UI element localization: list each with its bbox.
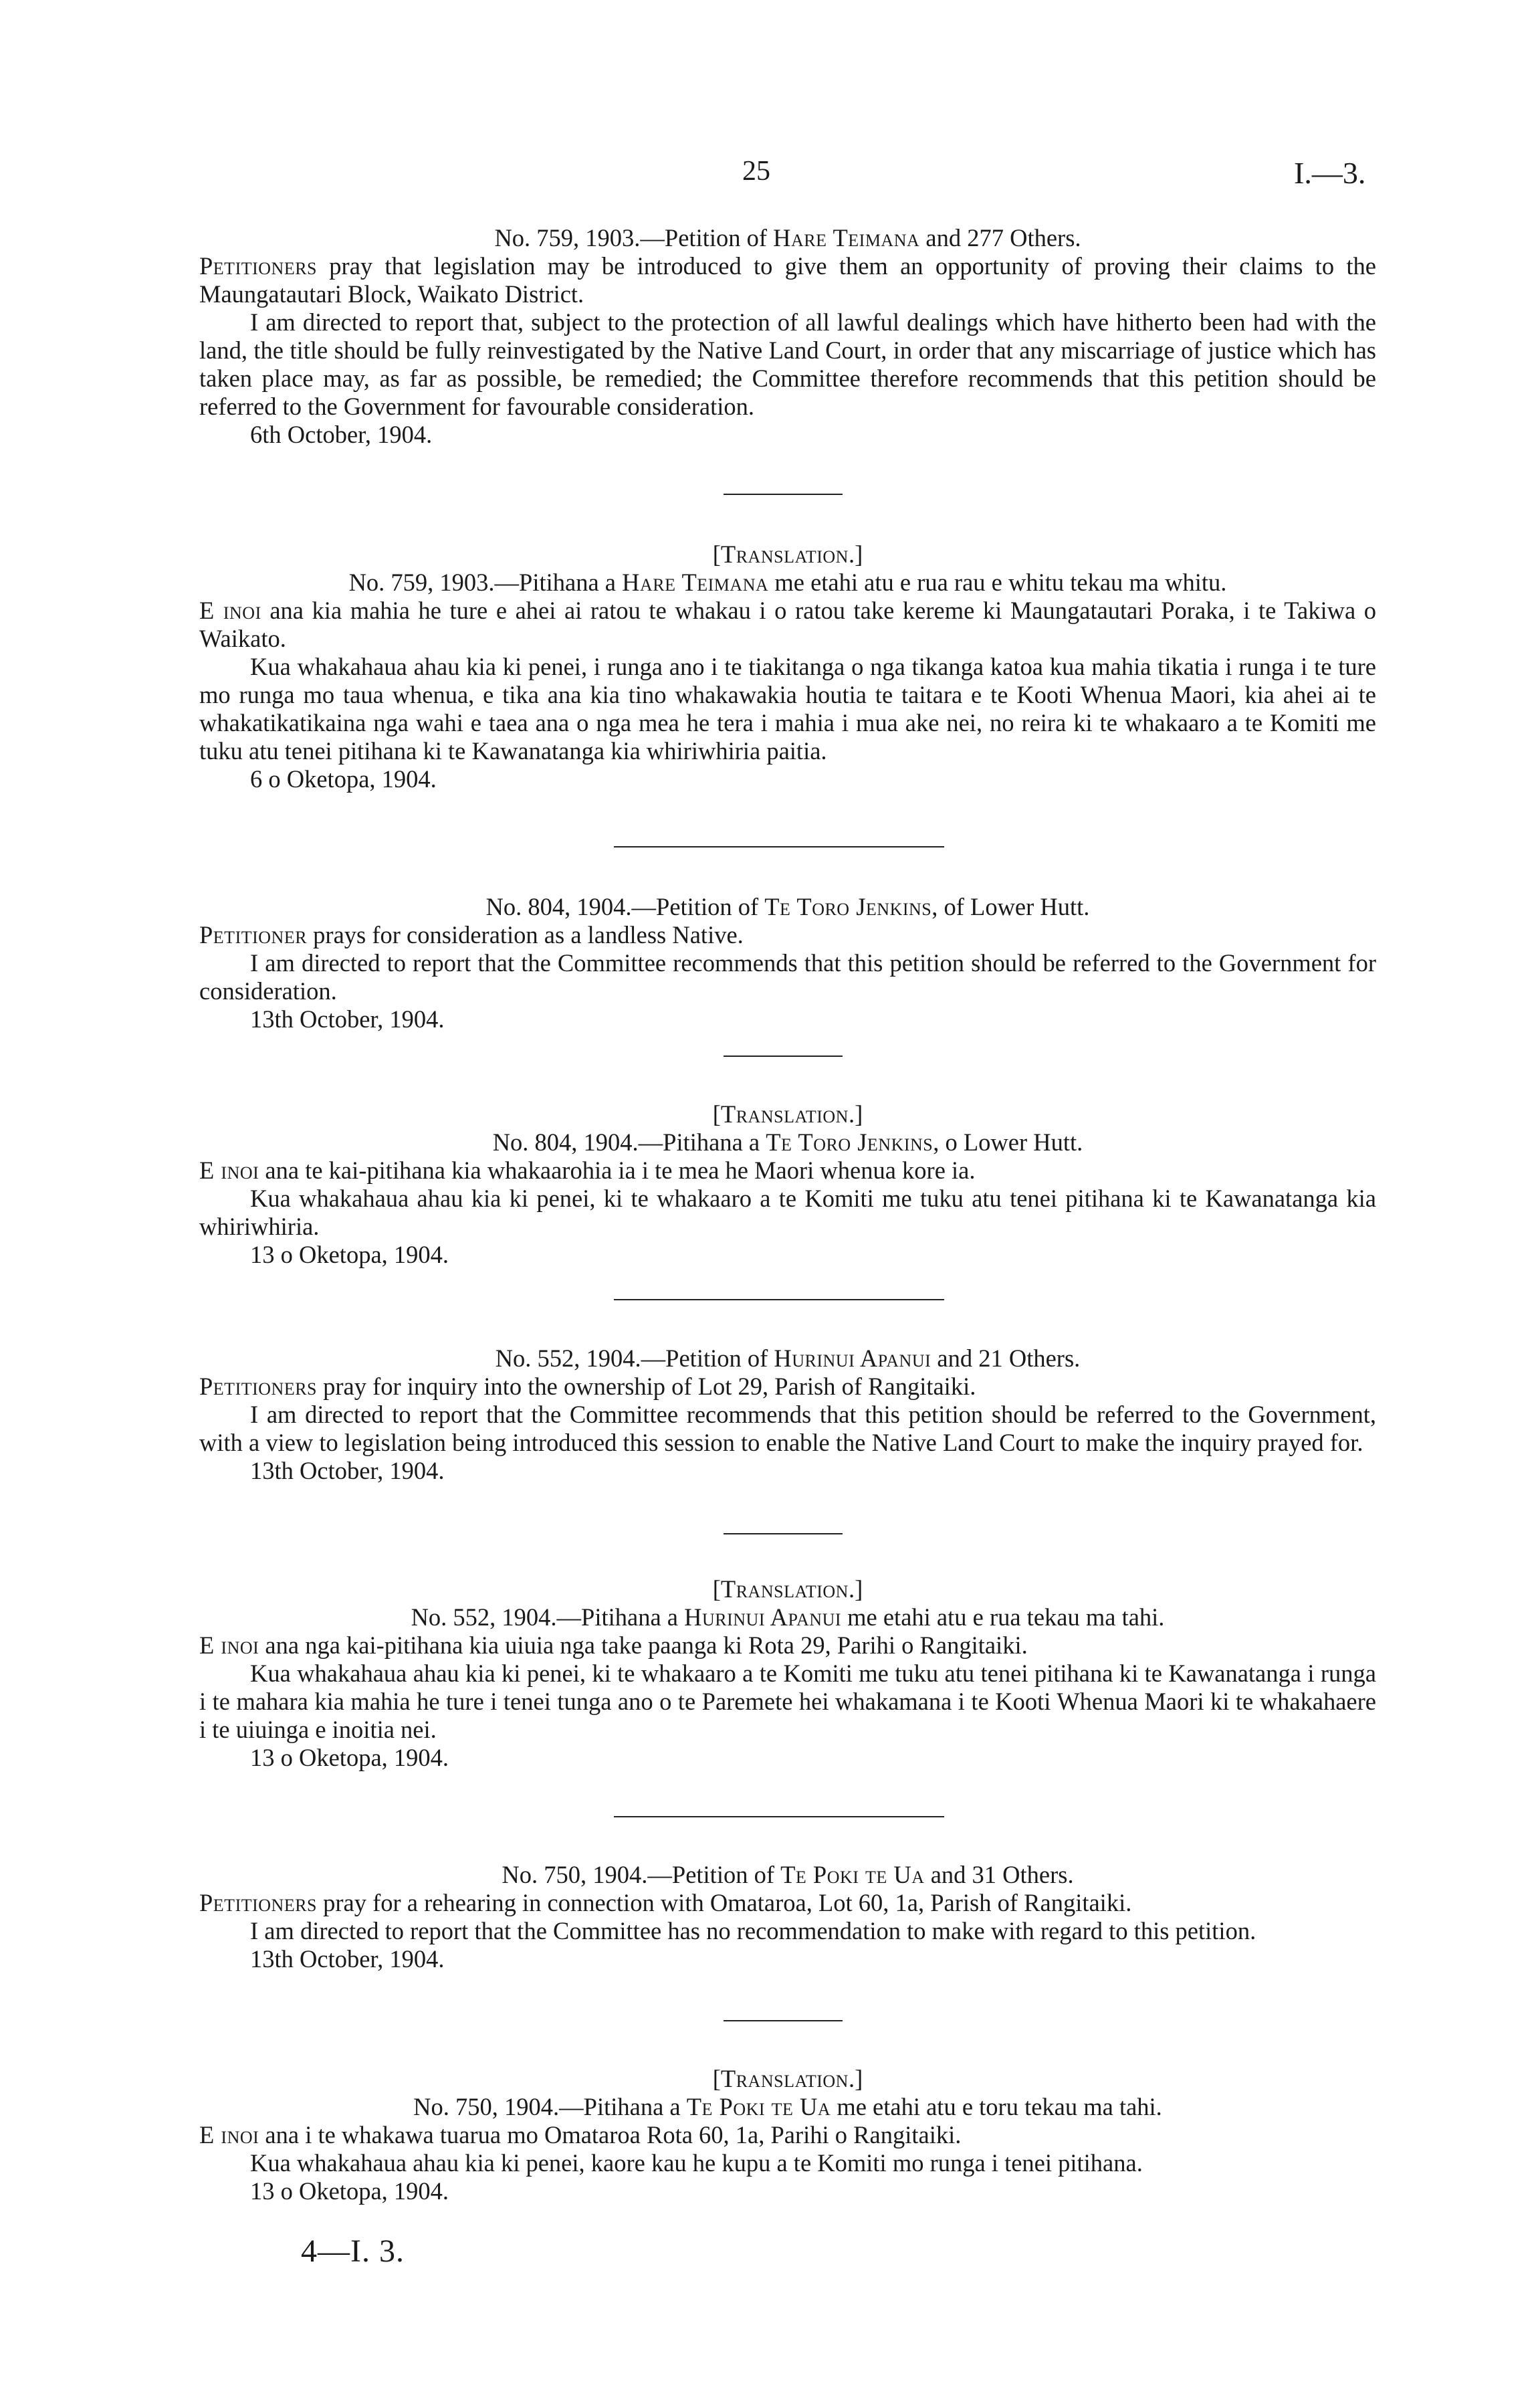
- section-divider: [614, 1816, 944, 1817]
- petition-heading: No. 759, 1903.—Pitihana a Hare Teimana me etahi atu e rua rau e whitu tekau ma whitu.: [348, 569, 1227, 596]
- translation-label: [Translation.]: [712, 1100, 863, 1128]
- petition-759-english: [199, 224, 1376, 449]
- petition-lead: Petitioners pray for a rehearing in connection with Omataroa, Lot 60, 1a, Parish of Rangitaiki.: [199, 1889, 1132, 1916]
- translation-label: [Translation.]: [712, 1575, 863, 1603]
- section-divider: [614, 1299, 944, 1300]
- petition-lead: E inoi ana te kai-pitihana kia whakaarohia ia i te mea he Maori whenua kore ia.: [199, 1157, 976, 1184]
- report-date: 13 o Oketopa, 1904.: [250, 1241, 449, 1268]
- petition-heading: No. 759, 1903.—Petition of Hare Teimana and 277 Others.: [494, 224, 1081, 252]
- report-date: 6th October, 1904.: [250, 421, 433, 448]
- report-date: 13th October, 1904.: [250, 1005, 445, 1033]
- committee-report: Kua whakahaua ahau kia ki penei, ki te whakaaro a te Komiti me tuku atu tenei pitihana ki te Kawanatanga kia whiriwhiria.: [199, 1185, 1376, 1240]
- petition-lead: E inoi ana i te whakawa tuarua mo Omataroa Rota 60, 1a, Parihi o Rangitaiki.: [199, 2121, 962, 2148]
- petition-804-english: [199, 893, 1376, 1033]
- report-date: 13 o Oketopa, 1904.: [250, 1744, 449, 1771]
- petition-lead: E inoi ana kia mahia he ture e ahei ai ratou te whakau i o ratou take kereme ki Maungatautari Poraka, i te Takiwa o Waikato.: [199, 597, 1376, 652]
- section-divider: [614, 846, 944, 847]
- section-divider: [724, 1533, 843, 1534]
- petition-lead: Petitioners pray for inquiry into the ownership of Lot 29, Parish of Rangitaiki.: [199, 1373, 976, 1400]
- committee-report: I am directed to report that the Committee has no recommendation to make with regard to this petition.: [250, 1917, 1256, 1944]
- petition-heading: No. 750, 1904.—Pitihana a Te Poki te Ua me etahi atu e toru tekau ma tahi.: [413, 2093, 1162, 2120]
- petition-heading: No. 804, 1904.—Pitihana a Te Toro Jenkins, o Lower Hutt.: [492, 1128, 1083, 1156]
- petition-759-translation: [199, 540, 1376, 793]
- report-date: 13th October, 1904.: [250, 1457, 445, 1484]
- committee-report: Kua whakahaua ahau kia ki penei, kaore kau he kupu a te Komiti mo runga i tenei pitihana.: [250, 2149, 1143, 2177]
- petition-heading: No. 552, 1904.—Petition of Hurinui Apanui and 21 Others.: [495, 1344, 1081, 1372]
- page-number: 25: [742, 156, 770, 187]
- report-date: 6 o Oketopa, 1904.: [250, 765, 437, 793]
- petition-lead: E inoi ana nga kai-pitihana kia uiuia nga take paanga ki Rota 29, Parihi o Rangitaiki.: [199, 1631, 1028, 1659]
- petition-552-english: [199, 1344, 1376, 1485]
- section-divider: [724, 1056, 843, 1057]
- paper-reference: I.—3.: [1294, 156, 1366, 190]
- translation-label: [Translation.]: [712, 540, 863, 568]
- signature-mark: 4—I. 3.: [301, 2233, 405, 2269]
- section-divider: [724, 494, 843, 495]
- report-date: 13 o Oketopa, 1904.: [250, 2177, 449, 2205]
- translation-label: [Translation.]: [712, 2065, 863, 2092]
- petition-750-translation: [199, 2065, 1376, 2205]
- petition-lead: Petitioners pray that legislation may be introduced to give them an opportunity of proving their claims to the Maungatautari Block, Waikato District.: [199, 252, 1376, 308]
- committee-report: Kua whakahaua ahau kia ki penei, ki te whakaaro a te Komiti me tuku atu tenei pitihana ki te Kawanatanga i runga i te mahara kia mahia he ture i tenei tunga ano o te Paremete hei whakamana i te Kooti Whenua Maori ki te whakahaere i te uiuinga e inoitia nei.: [199, 1660, 1376, 1743]
- petition-804-translation: [199, 1100, 1376, 1269]
- petition-750-english: [199, 1861, 1376, 1973]
- committee-report: Kua whakahaua ahau kia ki penei, i runga ano i te tiakitanga o nga tikanga katoa kua mahia tikatia i runga i te ture mo runga mo taua whenua, e tika ana kia tino whakawakia houtia te taitara e te Kooti Whenua Maori, kia ahei ai te whakatikatikaina nga wahi e taea ana o nga mea he tera i mahia i mua ake nei, no reira ki te whakaaro a te Komiti me tuku atu tenei pitihana ki te Kawanatanga kia whiriwhiria paitia.: [199, 653, 1376, 765]
- report-date: 13th October, 1904.: [250, 1945, 445, 1973]
- committee-report: I am directed to report that, subject to the protection of all lawful dealings which have hitherto been had with the land, the title should be fully reinvestigated by the Native Land Court, in order that any miscarriage of justice which has taken place may, as far as possible, be remedied; the Committee therefore recommends that this petition should be referred to the Government for favourable consideration.: [199, 308, 1376, 420]
- petition-lead: Petitioner prays for consideration as a landless Native.: [199, 921, 744, 948]
- petition-heading: No. 552, 1904.—Pitihana a Hurinui Apanui me etahi atu e rua tekau ma tahi.: [411, 1603, 1165, 1631]
- petition-heading: No. 750, 1904.—Petition of Te Poki te Ua and 31 Others.: [502, 1861, 1074, 1888]
- petition-heading: No. 804, 1904.—Petition of Te Toro Jenkins, of Lower Hutt.: [485, 893, 1090, 920]
- petition-552-translation: [199, 1575, 1376, 1772]
- committee-report: I am directed to report that the Committee recommends that this petition should be referred to the Government, with a view to legislation being introduced this session to enable the Native Land Court to make the inquiry prayed for.: [199, 1401, 1376, 1456]
- committee-report: I am directed to report that the Committee recommends that this petition should be referred to the Government for consideration.: [199, 949, 1376, 1005]
- section-divider: [724, 2020, 843, 2021]
